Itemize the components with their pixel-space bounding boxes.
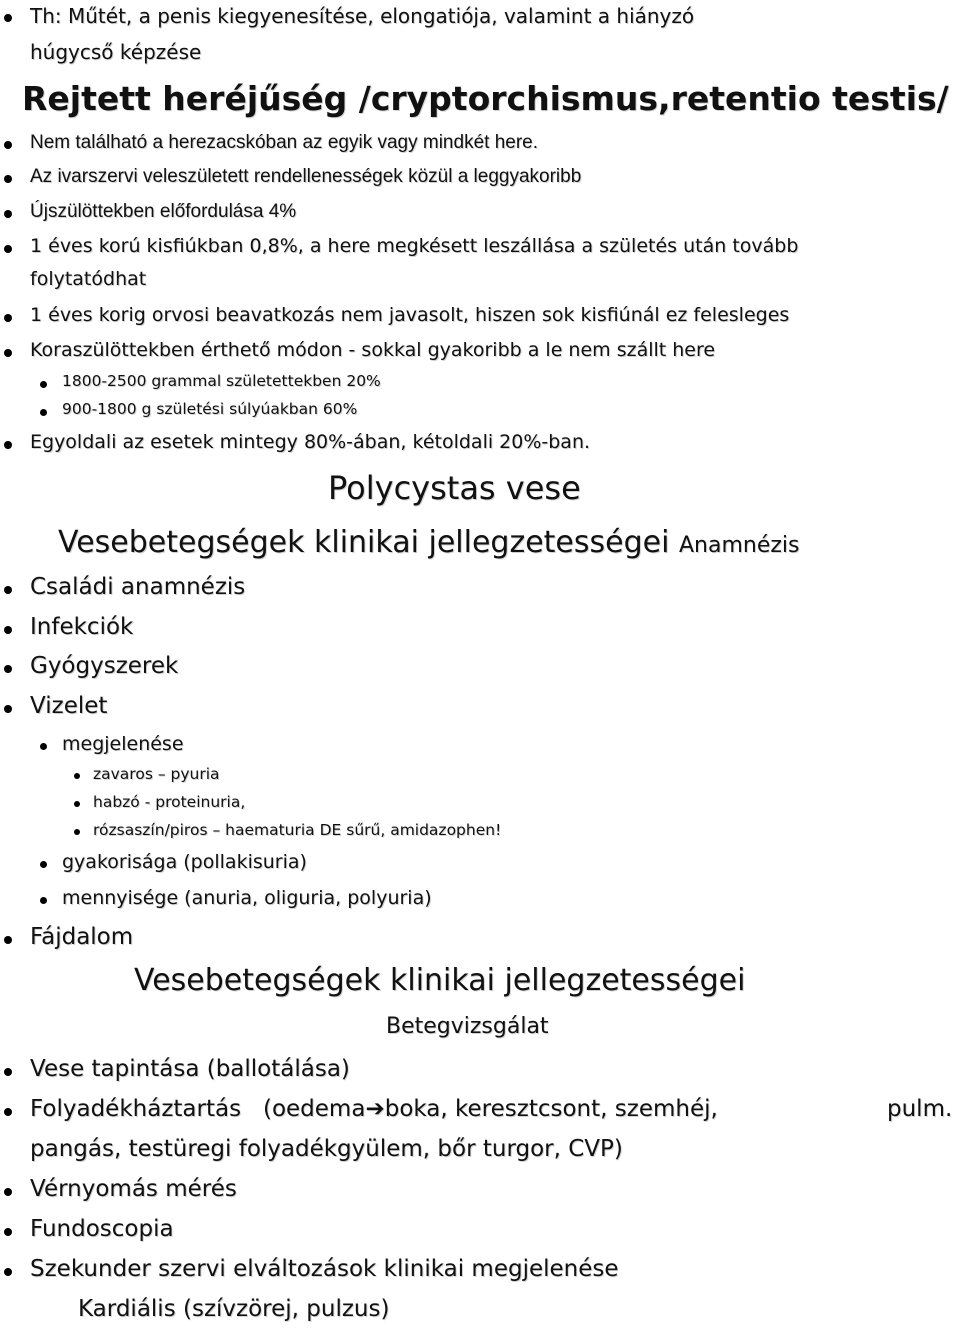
list-item: Vérnyomás mérés	[30, 1176, 237, 1202]
list-item: Vizelet	[30, 693, 108, 719]
sub-list-item: megjelenése	[62, 733, 184, 755]
section-heading: Polycystas vese	[328, 469, 581, 507]
section-heading: Vesebetegségek klinikai jellegzetességei	[134, 963, 746, 998]
list-item-text: Folyadékháztartás (oedema	[30, 1096, 366, 1122]
list-item: Szekunder szervi elváltozások klinikai megjelenése	[30, 1256, 619, 1282]
section-heading	[58, 525, 800, 560]
sub-list-item: 900-1800 g születési súlyúakban 60%	[62, 400, 358, 418]
sub-sub-list-item: rózsaszín/piros – haematuria DE sűrű, amidazophen!	[93, 821, 502, 839]
arrow-right-icon: ➔	[365, 1096, 385, 1122]
list-item: Gyógyszerek	[30, 653, 179, 679]
sub-list-item: mennyisége (anuria, oliguria, polyuria)	[62, 887, 432, 909]
list-item	[30, 1098, 718, 1121]
sub-sub-list-item: habzó - proteinuria,	[93, 793, 246, 811]
list-item: Fájdalom	[30, 924, 134, 950]
list-item: Th: Műtét, a penis kiegyenesítése, elongatiója, valamint a hiányzó	[30, 4, 695, 28]
list-item: 1 éves korú kisfiúkban 0,8%, a here megkésett leszállása a születés után tovább	[30, 235, 799, 257]
list-item-continuation: húgycső képzése	[30, 40, 202, 64]
sub-list-item: gyakorisága (pollakisuria)	[62, 851, 307, 873]
section-subheading: Betegvizsgálat	[386, 1014, 549, 1039]
section-heading: Rejtett heréjűség /cryptorchismus,retentio testis/	[22, 79, 949, 118]
heading-sub: Anamnézis	[678, 533, 800, 558]
list-item-continuation: folytatódhat	[30, 268, 147, 290]
list-item: Koraszülöttekben érthető módon - sokkal gyakoribb a le nem szállt here	[30, 339, 716, 361]
sub-sub-list-item: zavaros – pyuria	[93, 765, 220, 783]
list-item: Egyoldali az esetek mintegy 80%-ában, kétoldali 20%-ban.	[30, 431, 591, 453]
list-item-text: boka, keresztcsont, szemhéj,	[384, 1096, 718, 1122]
list-item: Családi anamnézis	[30, 574, 246, 600]
list-item-continuation: Kardiális (szívzörej, pulzus)	[78, 1296, 390, 1322]
list-item: Nem található a herezacskóban az egyik vagy mindkét here.	[30, 132, 538, 153]
list-item: Fundoscopia	[30, 1216, 174, 1242]
list-item: Újszülöttekben előfordulása 4%	[30, 201, 297, 222]
list-item: Az ivarszervi veleszületett rendellenességek közül a leggyakoribb	[30, 166, 582, 187]
list-item: Vese tapintása (ballotálása)	[30, 1056, 350, 1082]
list-item: Infekciók	[30, 614, 134, 640]
list-item: 1 éves korig orvosi beavatkozás nem javasolt, hiszen sok kisfiúnál ez felesleges	[30, 304, 790, 326]
list-item-text: pulm.	[887, 1096, 953, 1122]
heading-main: Vesebetegségek klinikai jellegzetességei	[58, 525, 670, 560]
list-item-continuation: pangás, testüregi folyadékgyülem, bőr turgor, CVP)	[30, 1136, 623, 1162]
sub-list-item: 1800-2500 grammal születettekben 20%	[62, 372, 381, 390]
